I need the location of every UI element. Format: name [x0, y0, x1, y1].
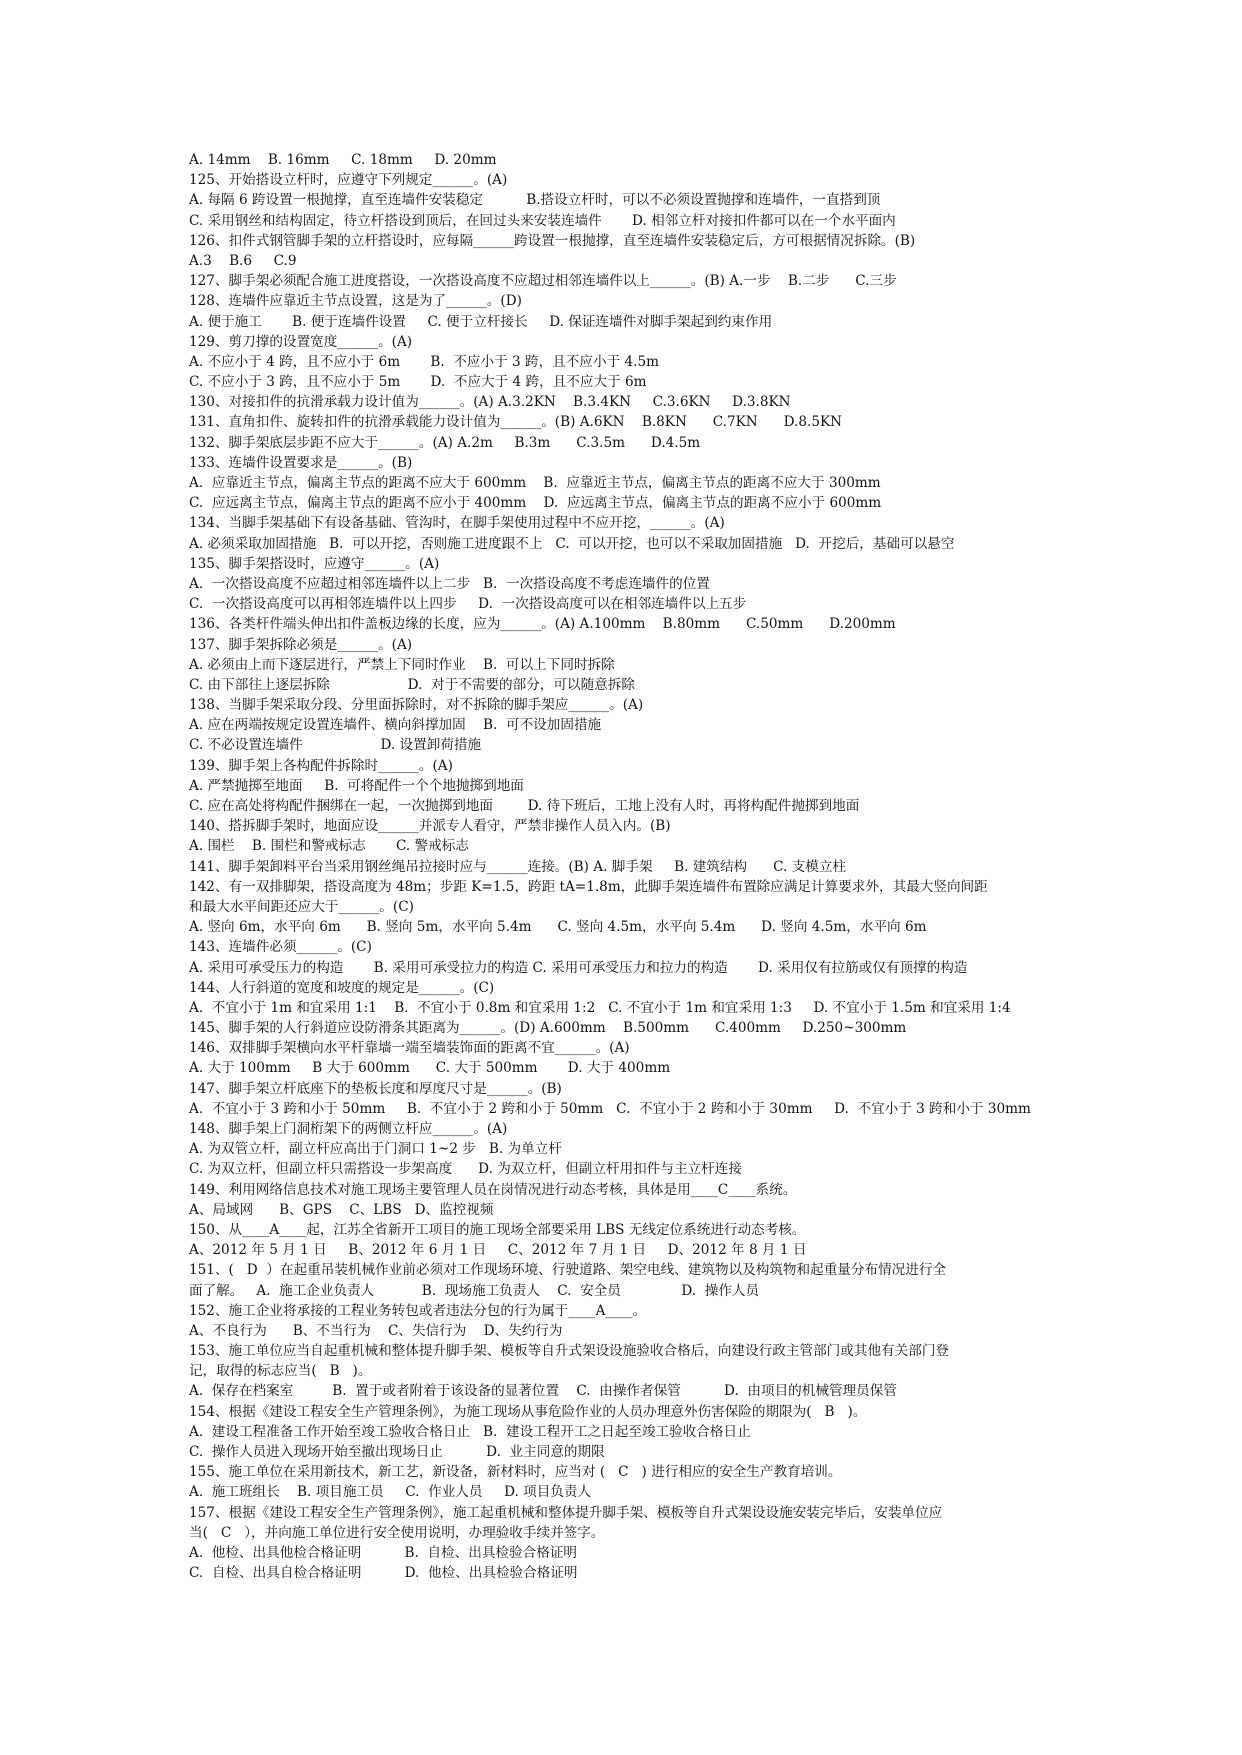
- document-line: A. 采用可承受压力的构造 B. 采用可承受拉力的构造 C. 采用可承受压力和拉力的构造 D. 采用仅有拉筋或仅有顶撑的构造: [189, 959, 968, 976]
- document-line: C. 操作人员进入现场开始至撤出现场日止 D. 业主同意的期限: [189, 1444, 605, 1460]
- document-line: C. 自检、出具自检合格证明 D. 他检、出具检验合格证明: [189, 1565, 578, 1582]
- document-line: A. 保存在档案室 B. 置于或者附着于该设备的显著位置 C. 由操作者保管 D. 由项目的机械管理员保管: [189, 1383, 897, 1400]
- document-line: C. 不必设置连墙件 D. 设置卸荷措施: [189, 737, 482, 754]
- document-line: 138、当脚手架采取分段、分里面拆除时，对不拆除的脚手架应______。(A): [189, 697, 644, 714]
- document-line: 和最大水平间距还应大于______。(C): [189, 898, 414, 915]
- document-line: 145、脚手架的人行斜道应设防滑条其距离为______。(D) A.600mm B.500mm C.400mm D.250~300mm: [189, 1020, 907, 1037]
- document-line: 130、对接扣件的抗滑承载力设计值为______。(A) A.3.2KN B.3.4KN C.3.6KN D.3.8KN: [189, 394, 791, 411]
- document-line: C. 由下部往上逐层拆除 D. 对于不需要的部分，可以随意拆除: [189, 676, 635, 693]
- document-line: 128、连墙件应靠近主节点设置，这是为了______。(D): [189, 293, 522, 310]
- document-line: A. 便于施工 B. 便于连墙件设置 C. 便于立杆接长 D. 保证连墙件对脚手架起到约束作用: [189, 313, 773, 330]
- document-line: A. 一次搭设高度不应超过相邻连墙件以上二步 B. 一次搭设高度不考虑连墙件的位置: [189, 575, 710, 592]
- document-line: 131、直角扣件、旋转扣件的抗滑承载能力设计值为______。(B) A.6KN B.8KN C.7KN D.8.5KN: [189, 414, 843, 431]
- document-line: A. 必须采取加固措施 B. 可以开挖，否则施工进度跟不上 C. 可以开挖，也可以不采取加固措施 D. 开挖后，基础可以悬空: [189, 535, 955, 552]
- document-line: 137、脚手架拆除必须是______。(A): [189, 636, 413, 653]
- document-line: 148、脚手架上门洞桁架下的两侧立杆应______。(A): [189, 1121, 508, 1137]
- document-line: A. 应靠近主节点，偏离主节点的距离不应大于 600mm B. 应靠近主节点，偏离主节点的距离不应大于 300mm: [189, 475, 881, 491]
- document-line: 154、根据《建设工程安全生产管理条例》，为施工现场从事危险作业的人员办理意外伤害保险的期限为( B )。: [189, 1403, 867, 1420]
- document-line: 133、连墙件设置要求是______。(B): [189, 454, 413, 471]
- document-line: 147、脚手架立杆底座下的垫板长度和厚度尺寸是______。(B): [189, 1080, 562, 1097]
- document-line: 132、脚手架底层步距不应大于______。(A) A.2m B.3m C.3.5m D.4.5m: [189, 434, 701, 451]
- document-line: 140、搭拆脚手架时，地面应设______并派专人看守，严禁非操作人员入内。(B): [189, 818, 671, 835]
- document-line: A. 每隔 6 跨设置一根抛撑，直至连墙件安装稳定 B.搭设立杆时，可以不必须设置抛撑和连墙件，一直搭到顶: [189, 192, 881, 209]
- document-line: 记，取得的标志应当( B )。: [189, 1363, 372, 1380]
- document-line: 141、脚手架卸料平台当采用钢丝绳吊拉接时应与______连接。(B) A. 脚手架 B. 建筑结构 C. 支模立柱: [189, 858, 847, 875]
- document-line: 135、脚手架搭设时，应遵守______。(A): [189, 555, 440, 572]
- document-line: A、不良行为 B、不当行为 C、失信行为 D、失约行为: [189, 1322, 563, 1339]
- document-line: A. 14mm B. 16mm C. 18mm D. 20mm: [189, 152, 497, 168]
- document-line: A. 围栏 B. 围栏和警戒标志 C. 警戒标志: [189, 838, 469, 855]
- document-line: 136、各类杆件端头伸出扣件盖板边缘的长度，应为______。(A) A.100mm B.80mm C.50mm D.200mm: [189, 616, 896, 633]
- document-line: A. 严禁抛掷至地面 B. 可将配件一个个地抛掷到地面: [189, 777, 524, 794]
- document-line: 142、有一双排脚架，搭设高度为 48m；步距 K=1.5，跨距 tA=1.8m，此脚手架连墙件布置除应满足计算要求外，其最大竖向间距: [189, 878, 988, 895]
- document-line: C. 应在高处将构配件捆绑在一起，一次抛掷到地面 D. 待下班后，工地上没有人时，再将构配件抛掷到地面: [189, 798, 860, 814]
- document-line: 134、当脚手架基础下有设备基础、管沟时，在脚手架使用过程中不应开挖，______。(A): [189, 515, 725, 532]
- document-line: A、2012 年 5 月 1 日 B、2012 年 6 月 1 日 C、2012 年 7 月 1 日 D、2012 年 8 月 1 日: [189, 1242, 807, 1259]
- document-line: A. 不宜小于 1m 和宜采用 1:1 B. 不宜小于 0.8m 和宜采用 1:2 C. 不宜小于 1m 和宜采用 1:3 D. 不宜小于 1.5m 和宜采用 1:4: [189, 999, 1011, 1016]
- document-line: 面了解。 A. 施工企业负责人 B. 现场施工负责人 C. 安全员 D. 操作人员: [189, 1282, 760, 1299]
- document-line: A. 他检、出具他检合格证明 B. 自检、出具检验合格证明: [189, 1544, 578, 1561]
- document-line: 152、施工企业将承接的工程业务转包或者违法分包的行为属于____A____。: [189, 1302, 647, 1319]
- document-line: 155、施工单位在采用新技术，新工艺，新设备，新材料时，应当对 ( C ) 进行相应的安全生产教育培训。: [189, 1464, 842, 1481]
- document-line: 151、( D ）在起重吊装机械作业前必须对工作现场环境、行驶道路、架空电线、建筑物以及构筑物和起重量分布情况进行全: [189, 1262, 947, 1279]
- document-line: A. 建设工程准备工作开始至竣工验收合格日止 B. 建设工程开工之日起至竣工验收合格日止: [189, 1423, 751, 1440]
- document-line: A. 大于 100mm B 大于 600mm C. 大于 500mm D. 大于 400mm: [189, 1060, 671, 1077]
- document-line: C. 一次搭设高度可以再相邻连墙件以上四步 D. 一次搭设高度可以在相邻连墙件以上五步: [189, 596, 747, 613]
- document-line: A. 不应小于 4 跨，且不应小于 6m B. 不应小于 3 跨，且不应小于 4.5m: [189, 353, 659, 370]
- document-line: A. 不宜小于 3 跨和小于 50mm B. 不宜小于 2 跨和小于 50mm C. 不宜小于 2 跨和小于 30mm D. 不宜小于 3 跨和小于 30mm: [189, 1100, 1031, 1117]
- document-line: C. 应远离主节点，偏离主节点的距离不应小于 400mm D. 应远离主节点，偏离主节点的距离不应小于 600mm: [189, 495, 882, 512]
- document-line: 125、开始搭设立杆时，应遵守下列规定______。(A): [189, 172, 508, 189]
- document-line: C. 不应小于 3 跨，且不应小于 5m D. 不应大于 4 跨，且不应大于 6m: [189, 374, 647, 391]
- document-line: 129、剪刀撑的设置宽度______。(A): [189, 333, 413, 350]
- document-line: 126、扣件式钢管脚手架的立杆搭设时，应每隔______跨设置一根抛撑，直至连墙件安装稳定后，方可根据情况拆除。(B): [189, 232, 916, 249]
- document-line: 153、施工单位应当自起重机械和整体提升脚手架、模板等自升式架设设施验收合格后，向建设行政主管部门或其他有关部门登: [189, 1343, 950, 1360]
- document-line: 143、连墙件必须______。(C): [189, 939, 372, 956]
- document-line: 144、人行斜道的宽度和坡度的规定是______。(C): [189, 979, 495, 996]
- document-line: 139、脚手架上各构配件拆除时______。(A): [189, 757, 453, 774]
- document-line: 157、根据《建设工程安全生产管理条例》，施工起重机械和整体提升脚手架、模板等自升式架设设施安装完毕后，安装单位应: [189, 1504, 943, 1521]
- document-line: 127、脚手架必须配合施工进度搭设，一次搭设高度不应超过相邻连墙件以上______。(B) A.一步 B.二步 C.三步: [189, 273, 897, 290]
- document-line: A. 竖向 6m，水平向 6m B. 竖向 5m，水平向 5.4m C. 竖向 4.5m，水平向 5.4m D. 竖向 4.5m，水平向 6m: [189, 919, 927, 936]
- document-line: C. 为双立杆，但副立杆只需搭设一步架高度 D. 为双立杆，但副立杆用扣件与主立杆连接: [189, 1161, 742, 1178]
- document-line: 149、利用网络信息技术对施工现场主要管理人员在岗情况进行动态考核，具体是用____C____系统。: [189, 1181, 797, 1198]
- document-line: A. 施工班组长 B. 项目施工员 C. 作业人员 D. 项目负责人: [189, 1484, 592, 1501]
- document-line: A. 为双管立杆，副立杆应高出于门洞口 1~2 步 B. 为单立杆: [189, 1141, 562, 1158]
- document-line: 当( C ），并向施工单位进行安全使用说明，办理验收手续并签字。: [189, 1524, 605, 1541]
- document-line: 146、双排脚手架横向水平杆靠墙一端至墙装饰面的距离不宜______。(A): [189, 1040, 630, 1057]
- document-line: C. 采用钢丝和结构固定，待立杆搭设到顶后，在回过头来安装连墙件 D. 相邻立杆对接扣件都可以在一个水平面内: [189, 212, 896, 229]
- document-line: 150、从____A____起，江苏全省新开工项目的施工现场全部要采用 LBS 无线定位系统进行动态考核。: [189, 1221, 806, 1238]
- document-line: A.3 B.6 C.9: [189, 252, 297, 269]
- exam-document-body: [189, 150, 1089, 1583]
- document-line: A、局域网 B、GPS C、LBS D、监控视频: [189, 1201, 494, 1218]
- document-line: A. 应在两端按规定设置连墙件、横向斜撑加固 B. 可不设加固措施: [189, 717, 602, 734]
- document-line: A. 必须由上而下逐层进行，严禁上下同时作业 B. 可以上下同时拆除: [189, 656, 615, 673]
